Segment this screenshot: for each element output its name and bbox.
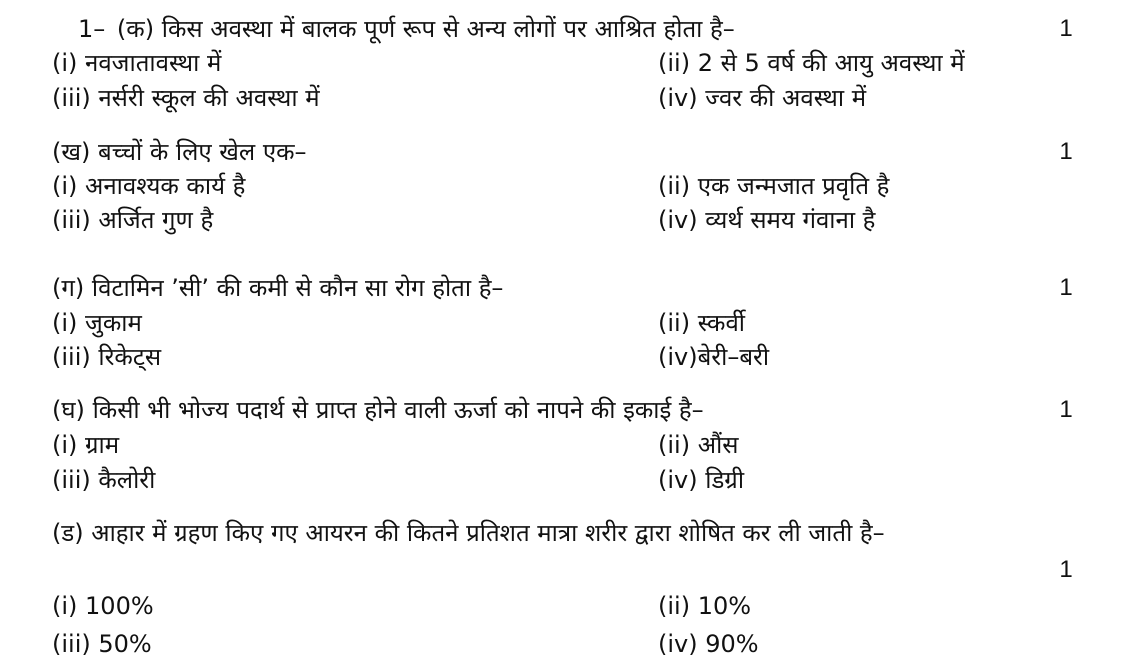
option-iii: (iii) 50% — [52, 630, 152, 658]
question-kha — [52, 137, 307, 167]
option-i: (i) 100% — [52, 592, 154, 620]
question-marks: 1 — [1059, 138, 1073, 165]
question-label: (ड) — [52, 519, 84, 547]
question-marks: 1 — [1059, 15, 1073, 42]
question-da — [52, 518, 885, 548]
question-text: किस अवस्था में बालक पूर्ण रूप से अन्य लोगों पर आश्रित होता है– — [161, 15, 735, 43]
option-iv: (iv) डिग्री — [658, 466, 745, 494]
question-label: (घ) — [52, 396, 85, 424]
question-marks: 1 — [1059, 274, 1073, 301]
question-marks: 1 — [1059, 396, 1073, 423]
option-iv: (iv) 90% — [658, 630, 759, 658]
option-i: (i) जुकाम — [52, 309, 142, 337]
question-label: (ग) — [52, 274, 85, 302]
option-ii: (ii) 10% — [658, 592, 752, 620]
option-iii: (iii) नर्सरी स्कूल की अवस्था में — [52, 84, 320, 112]
option-ii: (ii) एक जन्मजात प्रवृति है — [658, 172, 890, 200]
option-ii: (ii) औंस — [658, 431, 739, 459]
option-iii: (iii) कैलोरी — [52, 466, 156, 494]
option-i: (i) नवजातावस्था में — [52, 49, 222, 77]
question-label: (ख) — [52, 138, 91, 166]
question-ga — [52, 273, 503, 303]
question-ka — [78, 14, 735, 44]
question-text: विटामिन ’सी’ की कमी से कौन सा रोग होता है– — [91, 274, 504, 302]
question-text: किसी भी भोज्य पदार्थ से प्राप्त होने वाली ऊर्जा को नापने की इकाई है– — [92, 396, 704, 424]
option-ii: (ii) स्कर्वी — [658, 309, 746, 337]
question-number: 1– — [78, 15, 106, 43]
option-iv: (iv) व्यर्थ समय गंवाना है — [658, 206, 876, 234]
option-i: (i) ग्राम — [52, 431, 120, 459]
question-marks: 1 — [1059, 556, 1073, 583]
option-iv: (iv)बेरी–बरी — [658, 343, 770, 371]
option-iii: (iii) रिकेट्स — [52, 343, 162, 371]
option-iii: (iii) अर्जित गुण है — [52, 206, 214, 234]
question-label: (क) — [116, 15, 155, 43]
option-ii: (ii) 2 से 5 वर्ष की आयु अवस्था में — [658, 49, 965, 77]
question-gha — [52, 395, 704, 425]
option-i: (i) अनावश्यक कार्य है — [52, 172, 246, 200]
question-text: आहार में ग्रहण किए गए आयरन की कितने प्रतिशत मात्रा शरीर द्वारा शोषित कर ली जाती है– — [91, 519, 885, 547]
question-text: बच्चों के लिए खेल एक– — [98, 138, 307, 166]
option-iv: (iv) ज्वर की अवस्था में — [658, 84, 867, 112]
